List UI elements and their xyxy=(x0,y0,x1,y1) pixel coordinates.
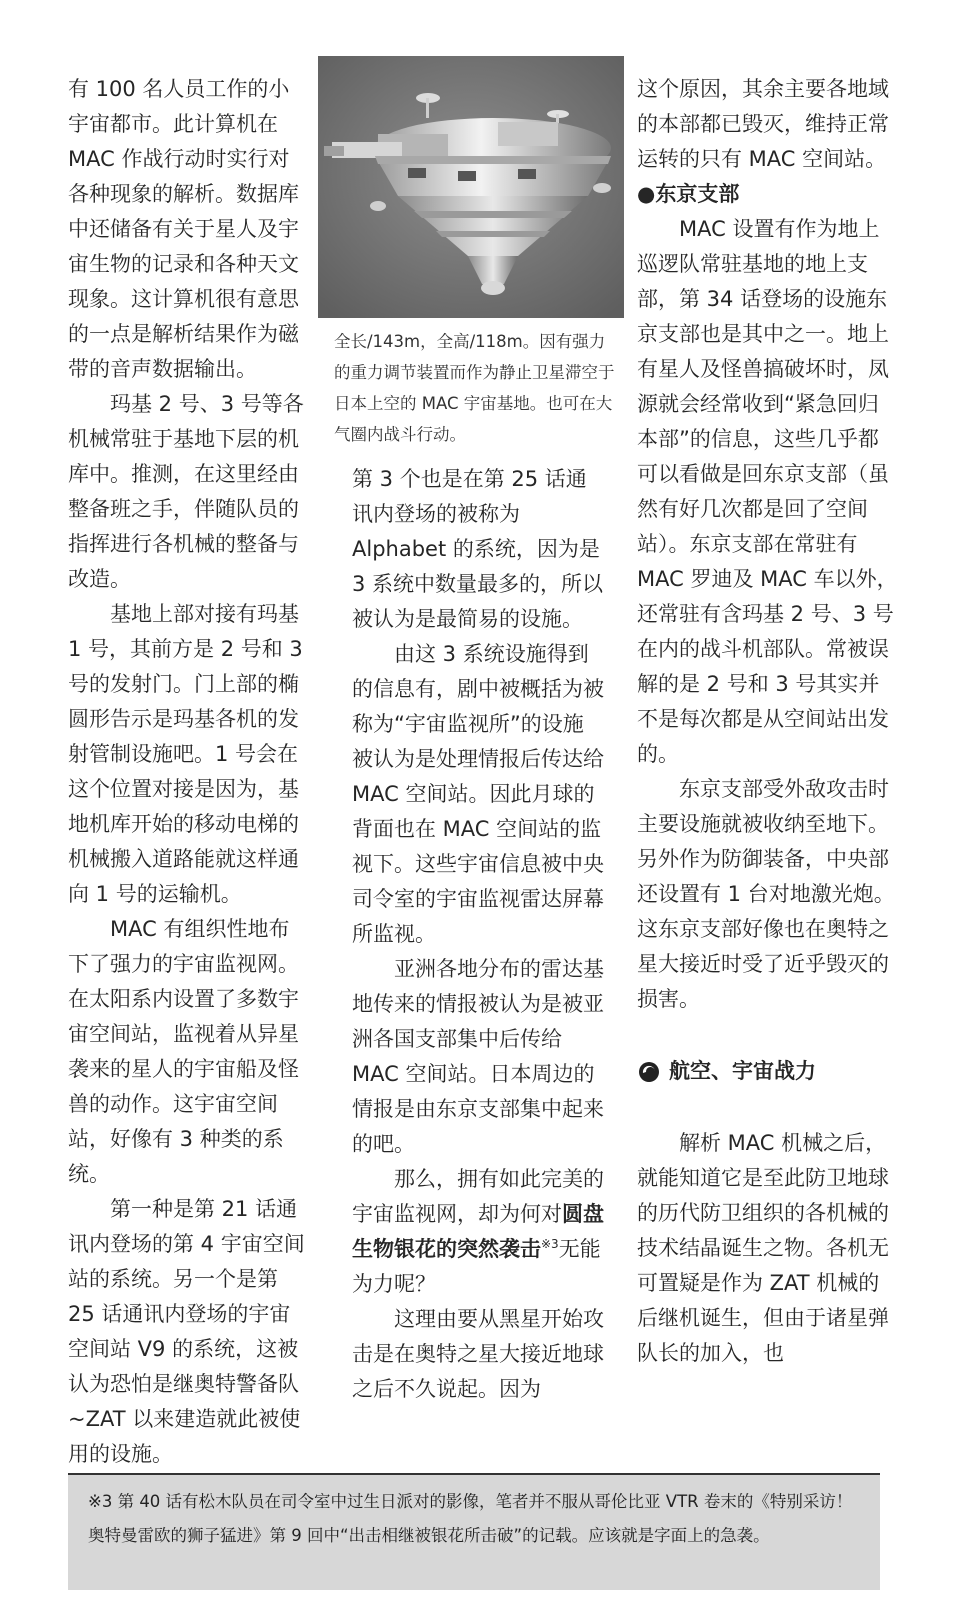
bold-term: 圆盘生物银花的突然袭击 xyxy=(352,1202,604,1261)
paragraph: 这理由要从黑星开始攻击是在奥特之星大接近地球之后不久说起。因为 xyxy=(352,1307,604,1401)
swirl-icon xyxy=(637,1060,661,1084)
space-base-illustration xyxy=(318,56,624,318)
paragraph: MAC 有组织性地布下了强力的宇宙监视网。在太阳系内设置了多数宇宙空间站，监视着从异星袭来的星人的宇宙船及怪兽的动作。这宇宙空间站，好像有 3 种类的系统。 xyxy=(68,917,299,1186)
paragraph: 由这 3 系统设施得到的信息有，剧中被概括为被称为“宇宙监视所”的设施被认为是处理情报后传达给 MAC 空间站。因此月球的背面也在 MAC 空间站的监视下。这些宇宙信息被中央司令室的宇宙监视雷达屏幕所监视。 xyxy=(352,642,604,946)
paragraph: 这个原因，其余主要各地域的本部都已毁灭，维持正常运转的只有 MAC 空间站。 xyxy=(637,77,889,171)
subheading: ●东京支部 xyxy=(637,182,740,206)
column-right xyxy=(637,72,899,1371)
footnote: ※3 第 40 话有松木队员在司令室中过生日派对的影像，笔者并不服从哥伦比亚 VTR 卷末的《特别采访！奥特曼雷欧的狮子猛进》第 9 回中“出击相继被银花所击破”的记载。应该就是字面上的急袭。 xyxy=(68,1475,880,1590)
paragraph: 东京支部受外敌攻击时主要设施就被收纳至地下。另外作为防御装备，中央部还设置有 1 台对地激光炮。这东京支部好像也在奥特之星大接近时受了近乎毁灭的损害。 xyxy=(637,777,895,1011)
section-heading-text: 航空、宇宙战力 xyxy=(669,1059,816,1083)
footnote-ref: ※3 xyxy=(541,1237,559,1251)
paragraph xyxy=(352,1162,604,1302)
paragraph-text: 那么，拥有如此完美的宇宙监视网，却为何对 xyxy=(352,1167,604,1226)
paragraph: MAC 设置有作为地上巡逻队常驻基地的地上支部，第 34 话登场的设施东京支部也是其中之一。地上有星人及怪兽搞破坏时，凤源就会经常收到“紧急回归本部”的信息，这些几乎都可以看做是回东京支部（虽然有好几次都是回了空间站）。东京支部在常驻有 MAC 罗迪及 MAC 车以外，还常驻有含玛基 2 号、3 号在内的战斗机部队。常被误解的是 2 号和 3 号其实并不是每次都是从空间站出发的。 xyxy=(637,217,898,766)
paragraph-text: 无能为力呢？ xyxy=(352,1237,601,1296)
section-heading xyxy=(637,1054,899,1089)
column-middle xyxy=(352,462,604,1407)
paragraph: 基地上部对接有玛基 1 号，其前方是 2 号和 3 号的发射门。门上部的椭圆形告示是玛基各机的发射管制设施吧。1 号会在这个位置对接是因为，基地机库开始的移动电梯的机械搬入道路能就这样通向 1 号的运输机。 xyxy=(68,602,303,906)
paragraph: 解析 MAC 机械之后，就能知道它是至此防卫地球的历代防卫组织的各机械的技术结晶诞生之物。各机无可置疑是作为 ZAT 机械的后继机诞生，但由于诸星弹队长的加入，也 xyxy=(637,1131,889,1365)
column-left xyxy=(68,72,310,1472)
paragraph: 第 3 个也是在第 25 话通讯内登场的被称为 Alphabet 的系统，因为是 3 系统中数量最多的，所以被认为是最简易的设施。 xyxy=(352,467,604,631)
space-base-photo xyxy=(318,56,624,318)
paragraph: 亚洲各地分布的雷达基地传来的情报被认为是被亚洲各国支部集中后传给 MAC 空间站。日本周边的情报是由东京支部集中起来的吧。 xyxy=(352,957,604,1156)
photo-caption: 全长/143m，全高/118m。因有强力的重力调节装置而作为静止卫星滞空于日本上空的 MAC 宇宙基地。也可在大气圈内战斗行动。 xyxy=(334,332,615,444)
paragraph: 有 100 名人员工作的小宇宙都市。此计算机在 MAC 作战行动时实行对各种现象的解析。数据库中还储备有关于星人及宇宙生物的记录和各种天文现象。这计算机很有意思的一点是解析结果作为磁带的音声数据输出。 xyxy=(68,77,299,381)
paragraph: 玛基 2 号、3 号等各机械常驻于基地下层的机库中。推测，在这里经由整备班之手，伴随队员的指挥进行各机械的整备与改造。 xyxy=(68,392,304,591)
paragraph: 第一种是第 21 话通讯内登场的第 4 宇宙空间站的系统。另一个是第 25 话通讯内登场的宇宙空间站 V9 的系统，这被认为恐怕是继奥特警备队~ZAT 以来建造就此被使用的设施。 xyxy=(68,1197,305,1466)
